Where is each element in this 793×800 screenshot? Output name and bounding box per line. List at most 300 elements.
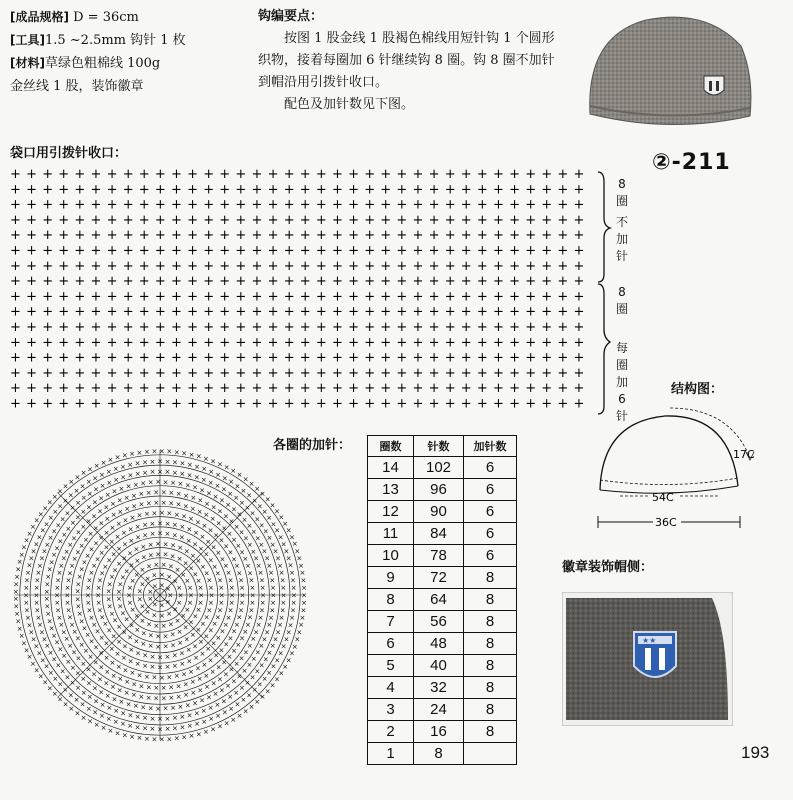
stitch-mark: + (525, 365, 537, 381)
stitch-mark: + (573, 258, 585, 274)
stitch-mark: + (74, 304, 86, 320)
stitch-mark: + (267, 381, 279, 397)
stitch-mark: + (299, 274, 311, 290)
stitch-x-mark: × (183, 635, 190, 644)
stitch-mark: + (428, 258, 440, 274)
stitch-x-mark: × (142, 468, 149, 477)
stitch-mark: + (525, 396, 537, 412)
stitch-mark: + (315, 289, 327, 305)
stitch-x-mark: × (123, 688, 130, 697)
stitch-x-mark: × (36, 649, 43, 658)
stitch-x-mark: × (193, 529, 199, 538)
stitch-x-mark: × (225, 569, 232, 578)
stitch-mark: + (219, 320, 231, 335)
stitch-x-mark: × (266, 648, 273, 657)
stitch-mark: + (171, 335, 182, 351)
stitch-x-mark: × (97, 606, 103, 615)
edge-finish-label: 袋口用引拨针收口： (10, 146, 128, 161)
stitch-x-mark: × (242, 475, 249, 484)
stitch-mark: + (154, 258, 166, 274)
stitch-x-mark: × (106, 704, 113, 713)
stitch-mark: + (42, 365, 54, 381)
stitch-x-mark: × (14, 610, 20, 619)
stitch-x-mark: × (61, 651, 68, 660)
cell-increase: 8 (464, 611, 517, 633)
stitch-x-mark: × (98, 519, 105, 528)
stitch-x-mark: × (218, 591, 225, 600)
stitch-x-mark: × (236, 711, 243, 720)
stitch-mark: + (509, 167, 521, 182)
stitch-mark: + (106, 350, 118, 366)
stitch-mark: + (203, 197, 215, 213)
stitch-x-mark: × (91, 620, 98, 629)
stitch-x-mark: × (93, 643, 100, 652)
stitch-x-mark: × (115, 520, 122, 529)
stitch-x-mark: × (197, 496, 204, 505)
stitch-x-mark: × (65, 606, 72, 615)
stitch-x-mark: × (269, 681, 276, 690)
stitch-x-mark: × (176, 627, 183, 636)
stitch-x-mark: × (93, 721, 100, 730)
bracket-bottom-note: 每圈加6针 (615, 341, 628, 423)
stitch-x-mark: × (134, 459, 141, 468)
stitch-mark: + (364, 167, 376, 182)
stitch-x-mark: × (168, 620, 174, 629)
stitch-mark: + (460, 243, 472, 259)
stitch-x-mark: × (116, 686, 123, 695)
stitch-x-mark: × (208, 715, 215, 724)
stitch-mark: + (138, 381, 150, 397)
stitch-x-mark: × (211, 620, 218, 629)
stitch-x-mark: × (102, 562, 109, 571)
stitch-x-mark: × (80, 469, 87, 478)
stitch-x-mark: × (270, 591, 277, 600)
stitch-x-mark: × (236, 471, 243, 480)
stitch-x-mark: × (227, 606, 234, 615)
cell-round: 4 (368, 677, 414, 699)
stitch-x-mark: × (234, 482, 241, 491)
stitch-x-mark: × (88, 545, 95, 554)
stitch-x-mark: × (201, 465, 208, 474)
stitch-x-mark: × (57, 645, 64, 654)
bracket-top-rounds: 8圈 (615, 177, 628, 208)
stitch-x-mark: × (59, 667, 66, 676)
stitch-x-mark: × (194, 462, 201, 471)
stitch-x-mark: × (264, 554, 271, 563)
stitch-mark: + (525, 304, 537, 320)
stitch-mark: + (396, 350, 408, 366)
stitch-x-mark: × (128, 536, 135, 545)
stitch-x-mark: × (213, 651, 220, 660)
table-header-row (368, 436, 517, 457)
stitch-x-mark: × (175, 692, 182, 701)
stitch-mark: + (219, 243, 231, 259)
stitch-x-mark: × (250, 655, 257, 664)
stitch-x-mark: × (193, 653, 199, 662)
stitch-mark: + (10, 197, 21, 213)
stitch-mark: + (525, 197, 537, 213)
stitch-mark: + (203, 274, 215, 290)
stitch-x-mark: × (167, 591, 174, 600)
stitch-x-mark: × (127, 471, 134, 480)
stitch-x-mark: × (192, 570, 199, 579)
stitch-mark: + (90, 274, 102, 290)
stitch-x-mark: × (230, 467, 237, 476)
stitch-x-mark: × (258, 661, 265, 670)
stitch-mark: + (122, 304, 134, 320)
stitch-mark: + (251, 365, 263, 381)
stitch-x-mark: × (98, 633, 105, 642)
stitch-x-mark: × (283, 635, 290, 644)
stitch-mark: + (58, 289, 70, 305)
stitch-mark: + (315, 350, 327, 366)
stitch-mark: + (171, 167, 182, 182)
stitch-x-mark: × (210, 679, 217, 688)
stitch-x-mark: × (47, 534, 54, 543)
stitch-mark: + (315, 228, 327, 244)
stitch-mark: + (412, 335, 424, 351)
stitch-x-mark: × (158, 612, 165, 621)
stitch-mark: + (219, 289, 231, 305)
spec-material: [材料]草绿色粗棉线 100g (10, 56, 161, 71)
stitch-mark: + (251, 274, 263, 290)
stitch-mark: + (315, 274, 327, 290)
stitch-x-mark: × (127, 633, 133, 642)
stitch-mark: + (380, 258, 392, 274)
cell-stitches: 40 (414, 655, 464, 677)
stitch-mark: + (235, 274, 247, 290)
stitch-mark: + (219, 365, 231, 381)
stitch-x-mark: × (215, 549, 222, 558)
stitch-mark: + (476, 228, 488, 244)
stitch-mark: + (138, 304, 150, 320)
stitch-mark: + (187, 167, 199, 182)
stitch-x-mark: × (127, 722, 134, 731)
stitch-x-mark: × (84, 591, 91, 600)
stitch-mark: + (412, 350, 424, 366)
stitch-mark: + (187, 182, 199, 198)
stitch-x-mark: × (170, 641, 176, 650)
stitch-x-mark: × (195, 730, 202, 739)
cell-increase: 8 (464, 589, 517, 611)
stitch-x-mark: × (203, 613, 210, 622)
stitch-mark: + (493, 304, 504, 320)
stitch-x-mark: × (236, 672, 243, 681)
stitch-x-mark: × (44, 580, 51, 589)
stitch-mark: + (364, 396, 376, 412)
stitch-x-mark: × (274, 656, 281, 665)
stitch-mark: + (332, 289, 343, 305)
stitch-x-mark: × (114, 649, 121, 658)
stitch-mark: + (444, 365, 456, 381)
stitch-x-mark: × (127, 460, 134, 469)
stitch-mark: + (380, 320, 392, 335)
stitch-x-mark: × (299, 613, 306, 622)
stitch-x-mark: × (222, 670, 229, 679)
stitch-mark: + (315, 258, 327, 274)
stitch-x-mark: × (186, 525, 193, 534)
stitch-x-mark: × (105, 587, 112, 596)
stitch-mark: + (74, 167, 86, 182)
stitch-x-mark: × (85, 599, 92, 608)
stitch-x-mark: × (229, 591, 236, 600)
stitch-mark: + (74, 365, 86, 381)
stitch-mark: + (315, 304, 327, 320)
stitch-mark: + (154, 228, 166, 244)
stitch-mark: + (74, 350, 86, 366)
stitch-x-mark: × (238, 654, 245, 663)
stitch-x-mark: × (121, 731, 128, 740)
stitch-x-mark: × (227, 693, 234, 702)
stitch-mark: + (154, 365, 166, 381)
stitch-mark: + (460, 258, 472, 274)
stitch-mark: + (460, 274, 472, 290)
stitch-x-mark: × (104, 667, 111, 676)
stitch-x-mark: × (239, 498, 245, 507)
stitch-x-mark: × (123, 567, 130, 576)
stitch-x-mark: × (207, 704, 214, 713)
stitch-mark: + (138, 243, 150, 259)
stitch-x-mark: × (136, 448, 143, 457)
stitch-x-mark: × (33, 584, 40, 593)
stitch-mark: + (412, 258, 424, 274)
stitch-mark: + (138, 167, 150, 182)
stitch-x-mark: × (74, 595, 81, 604)
hat-badge-icon (704, 76, 724, 95)
cell-increase: 6 (464, 501, 517, 523)
stitch-mark: + (493, 212, 504, 228)
structure-title: 结构图： (671, 382, 724, 397)
stitch-mark: + (460, 197, 472, 213)
stitch-x-mark: × (160, 488, 167, 497)
stitch-x-mark: × (84, 631, 91, 640)
stitch-x-mark: × (157, 529, 163, 538)
stitch-x-mark: × (34, 606, 41, 615)
stitch-x-mark: × (246, 491, 253, 500)
stitch-mark: + (251, 350, 263, 366)
stitch-mark: + (154, 197, 166, 213)
stitch-x-mark: × (222, 562, 229, 571)
stitch-x-mark: × (188, 450, 195, 459)
stitch-x-mark: × (259, 490, 266, 499)
stitch-x-mark: × (184, 701, 191, 710)
stitch-x-mark: × (182, 623, 189, 632)
stitch-x-mark: × (280, 584, 287, 593)
stitch-mark: + (348, 258, 360, 274)
stitch-mark: + (138, 350, 150, 366)
stitch-mark: + (74, 320, 86, 335)
stitch-x-mark: × (97, 675, 104, 684)
stitch-mark: + (154, 350, 166, 366)
stitch-mark: + (58, 258, 70, 274)
stitch-x-mark: × (157, 653, 163, 662)
stitch-x-mark: × (210, 457, 216, 466)
stitch-mark: + (122, 289, 134, 305)
stitch-mark: + (428, 381, 440, 397)
stitch-x-mark: × (226, 530, 233, 539)
stitch-x-mark: × (278, 569, 285, 578)
stitch-mark: + (460, 182, 472, 198)
stitch-x-mark: × (146, 620, 152, 629)
stitch-x-mark: × (139, 566, 146, 575)
stitch-mark: + (460, 167, 472, 182)
cell-increase: 8 (464, 699, 517, 721)
stitch-mark: + (444, 396, 456, 412)
stitch-mark: + (235, 289, 247, 305)
stitch-x-mark: × (117, 580, 124, 589)
stitch-x-mark: × (244, 504, 251, 513)
stitch-x-mark: × (30, 547, 37, 556)
stitch-mark: + (235, 381, 247, 397)
stitch-x-mark: × (47, 648, 54, 657)
stitch-x-mark: × (268, 613, 275, 622)
stitch-x-mark: × (162, 550, 169, 559)
stitch-x-mark: × (171, 531, 178, 540)
stitch-mark: + (332, 381, 343, 397)
stitch-mark: + (283, 197, 295, 213)
stitch-x-mark: × (129, 605, 136, 614)
stitch-mark: + (460, 335, 472, 351)
stitch-mark: + (122, 396, 134, 412)
stitch-x-mark: × (149, 663, 156, 672)
stitch-x-mark: × (149, 519, 156, 528)
stitch-mark: + (428, 335, 440, 351)
stitch-mark: + (171, 381, 182, 397)
stitch-mark: + (476, 243, 488, 259)
stitch-x-mark: × (147, 478, 154, 487)
stitch-mark: + (493, 350, 504, 366)
stitch-x-mark: × (201, 522, 208, 531)
stitch-mark: + (74, 274, 86, 290)
stitch-x-mark: × (231, 677, 237, 686)
stitch-x-mark: × (103, 543, 110, 552)
stitch-x-mark: × (157, 715, 163, 724)
stitch-x-mark: × (254, 515, 261, 524)
stitch-mark: + (509, 182, 521, 198)
cell-increase: 8 (464, 677, 517, 699)
stitch-mark: + (267, 167, 279, 182)
stitch-mark: + (74, 289, 86, 305)
stitch-x-mark: × (203, 671, 210, 680)
stitch-x-mark: × (278, 613, 285, 622)
stitch-x-mark: × (124, 504, 131, 513)
stitch-x-mark: × (120, 709, 127, 718)
stitch-x-mark: × (301, 584, 307, 593)
stitch-x-mark: × (180, 611, 187, 620)
stitch-mark: + (396, 243, 408, 259)
stitch-x-mark: × (48, 558, 55, 567)
stitch-x-mark: × (60, 628, 67, 637)
stitch-mark: + (203, 243, 215, 259)
stitch-x-mark: × (71, 648, 78, 657)
stitch-x-mark: × (192, 612, 199, 621)
stitch-mark: + (380, 350, 392, 366)
stitch-x-mark: × (291, 540, 298, 549)
stitch-x-mark: × (203, 550, 210, 559)
stitch-x-mark: × (269, 606, 276, 615)
stitch-mark: + (251, 167, 263, 182)
stitch-x-mark: × (59, 515, 66, 524)
stitch-x-mark: × (301, 598, 307, 607)
stitch-x-mark: × (110, 511, 117, 520)
stitch-mark: + (476, 350, 488, 366)
stitch-mark: + (541, 167, 553, 182)
stitch-x-mark: × (98, 533, 105, 542)
stitch-x-mark: × (145, 683, 152, 692)
stitch-x-mark: × (33, 642, 40, 651)
stitch-mark: + (412, 167, 424, 182)
stitch-x-mark: × (210, 639, 217, 648)
stitch-x-mark: × (145, 499, 152, 508)
stitch-mark: + (444, 167, 456, 182)
stitch-x-mark: × (23, 591, 30, 600)
stitch-x-mark: × (212, 492, 219, 501)
stitch-mark: + (493, 335, 504, 351)
stitch-x-mark: × (262, 655, 269, 664)
stitch-x-mark: × (110, 550, 117, 559)
stitch-x-mark: × (244, 678, 251, 687)
stitch-x-mark: × (147, 704, 154, 713)
stitch-mark: + (74, 335, 86, 351)
stitch-x-mark: × (33, 598, 40, 607)
stitch-mark: + (412, 228, 424, 244)
stitch-mark: + (396, 167, 408, 182)
stitch-mark: + (203, 167, 215, 182)
stitch-x-mark: × (264, 495, 271, 504)
stitch-x-mark: × (179, 660, 186, 669)
stitch-x-mark: × (223, 542, 230, 551)
stitch-x-mark: × (109, 499, 116, 508)
spec-size: [成品规格] D = 36cm (10, 10, 139, 25)
stitch-x-mark: × (128, 621, 135, 630)
notes-heading: 钩编要点： (258, 9, 324, 24)
stitch-mark: + (171, 258, 182, 274)
stitch-x-mark: × (116, 560, 123, 569)
stitch-mark: + (138, 274, 150, 290)
stitch-x-mark: × (181, 449, 188, 458)
stitch-x-mark: × (87, 530, 94, 539)
stitch-mark: + (428, 243, 440, 259)
stitch-x-mark: × (86, 576, 93, 585)
stitch-x-mark: × (47, 514, 54, 523)
stitch-mark: + (332, 243, 343, 259)
stitch-x-mark: × (278, 669, 285, 678)
stitch-mark: + (380, 396, 392, 412)
stitch-mark: + (573, 182, 585, 198)
stitch-x-mark: × (33, 591, 40, 600)
cell-round: 13 (368, 479, 414, 501)
stitch-x-mark: × (272, 547, 279, 556)
stitch-mark: + (10, 289, 21, 305)
stitch-mark: + (541, 350, 553, 366)
stitch-x-mark: × (61, 531, 68, 540)
stitch-x-mark: × (248, 702, 255, 711)
stitch-x-mark: × (223, 463, 230, 472)
stitch-x-mark: × (116, 622, 123, 631)
stitch-x-mark: × (39, 656, 46, 665)
stitch-mark: + (364, 212, 376, 228)
stitch-x-mark: × (145, 489, 152, 498)
stitch-mark: + (299, 365, 311, 381)
stitch-mark: + (138, 258, 150, 274)
stitch-mark: + (509, 212, 521, 228)
table-row (368, 721, 517, 743)
stitch-mark: + (90, 289, 102, 305)
stitch-x-mark: × (94, 627, 101, 636)
stitch-x-mark: × (123, 494, 130, 503)
stitch-x-mark: × (54, 583, 61, 592)
stitch-x-mark: × (106, 602, 113, 611)
